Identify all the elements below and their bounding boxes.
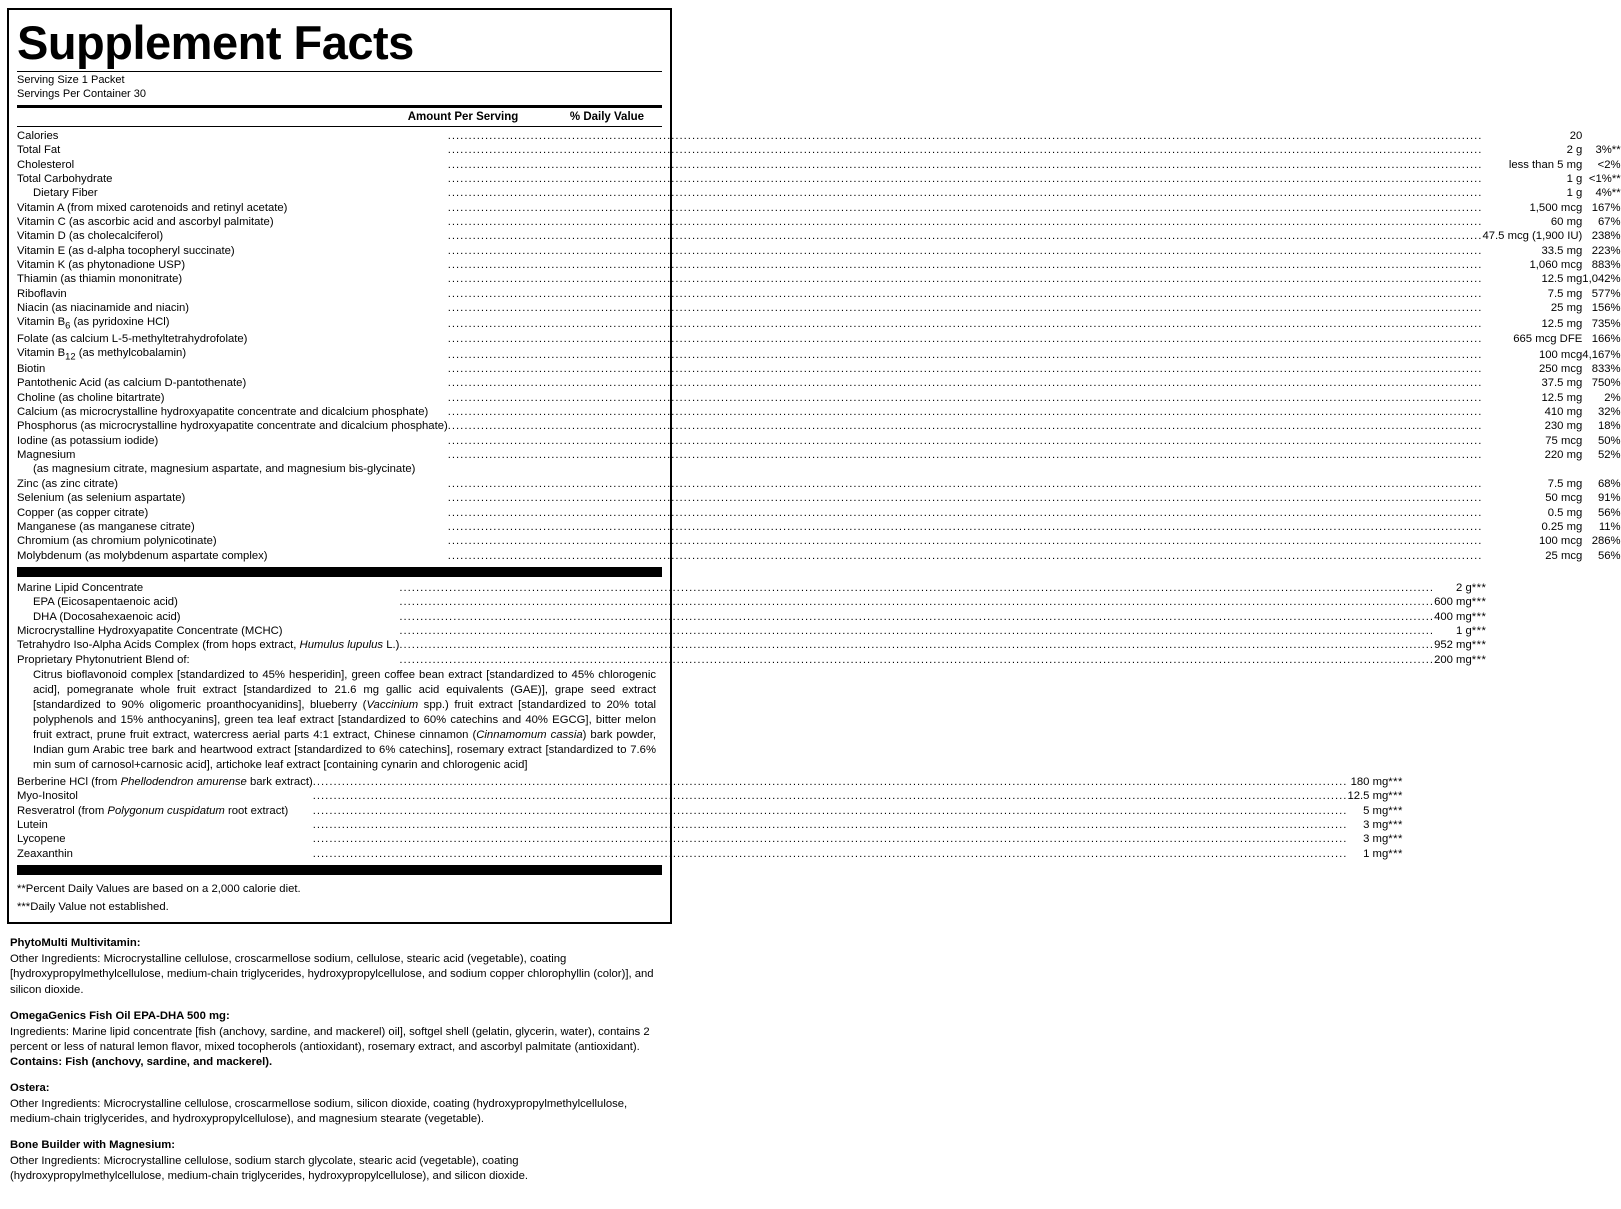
nutrient-row xyxy=(17,362,1621,376)
nutrient-amount: 100 mcg xyxy=(1538,535,1583,548)
serving-size: Serving Size 1 Packet xyxy=(17,74,125,87)
nutrient-row xyxy=(17,244,1621,258)
nutrient-daily-value: *** xyxy=(1471,624,1487,637)
nutrient-daily-value: *** xyxy=(1388,833,1403,846)
nutrient-row xyxy=(17,229,1621,243)
nutrient-daily-value: 67% xyxy=(1597,215,1621,228)
nutrient-row xyxy=(17,287,1621,301)
nutrient-name: Myo-Inositol xyxy=(17,790,78,803)
leader-dots xyxy=(448,448,1483,462)
nutrient-daily-value: 1,042% xyxy=(1582,273,1621,286)
ingredient-text: Ingredients: Marine lipid concentrate [fish (anchovy, sardine, and mackerel) oil], softgel shell (gelatin, glycerin, water), contains 2 percent or less of natural lemon flavor, mixed tocopherols (antioxidant), rosemary extract, and ascorbyl palmitate (antioxidant). Contains: Fish (anchovy, sardine, and mackerel). xyxy=(10,1025,650,1068)
nutrient-daily-value: 52% xyxy=(1597,449,1621,462)
nutrient-name: Biotin xyxy=(17,363,46,376)
nutrient-table-second xyxy=(17,581,1486,667)
nutrient-amount: 2 g xyxy=(1566,144,1583,157)
leader-dots xyxy=(448,362,1483,376)
leader-dots xyxy=(448,315,1483,331)
nutrient-row xyxy=(17,186,1621,200)
nutrient-name: Manganese (as manganese citrate) xyxy=(17,520,195,533)
nutrient-row xyxy=(17,549,1621,563)
nutrient-amount: 60 mg xyxy=(1550,215,1583,228)
divider-thick-1 xyxy=(17,567,662,577)
column-headers xyxy=(17,111,662,124)
footnote-dv-not-established: ***Daily Value not established. xyxy=(17,900,169,913)
supplement-facts-panel xyxy=(7,8,1621,924)
leader-dots xyxy=(448,301,1483,315)
nutrient-amount: 3 mg xyxy=(1363,833,1389,846)
leader-dots xyxy=(448,129,1483,143)
ingredient-block xyxy=(10,1009,669,1070)
leader-dots xyxy=(399,595,1434,609)
leader-dots xyxy=(448,376,1483,390)
nutrient-row xyxy=(17,258,1621,272)
nutrient-name: Microcrystalline Hydroxyapatite Concentrate (MCHC) xyxy=(17,624,283,637)
nutrient-name: Vitamin D (as cholecalciferol) xyxy=(17,230,164,243)
nutrient-name: Vitamin K (as phytonadione USP) xyxy=(17,258,186,271)
nutrient-row xyxy=(17,272,1621,286)
nutrient-daily-value xyxy=(1582,129,1620,143)
nutrient-amount: 5 mg xyxy=(1363,804,1389,817)
nutrient-daily-value: 11% xyxy=(1598,520,1621,533)
nutrient-daily-value: *** xyxy=(1471,653,1487,666)
nutrient-row xyxy=(17,638,1486,652)
nutrient-name: Berberine HCl (from Phellodendron amurense bark extract) xyxy=(17,776,313,789)
nutrient-amount: 47.5 mcg (1,900 IU) xyxy=(1482,230,1583,243)
nutrient-amount: 200 mg xyxy=(1434,653,1472,666)
nutrient-daily-value: *** xyxy=(1388,847,1403,860)
nutrient-name: Lycopene xyxy=(17,833,66,846)
nutrient-amount: 400 mg xyxy=(1434,610,1472,623)
leader-dots xyxy=(448,215,1483,229)
nutrient-amount: 7.5 mg xyxy=(1547,287,1583,300)
leader-dots xyxy=(399,638,1434,652)
nutrient-row xyxy=(17,419,1621,433)
nutrient-amount: 12.5 mg xyxy=(1347,790,1389,803)
nutrient-amount: 37.5 mg xyxy=(1541,377,1583,390)
nutrient-name: Vitamin $B_{12}$ (as methylcobalamin) xyxy=(17,346,187,362)
nutrient-row xyxy=(17,129,1621,143)
leader-dots xyxy=(313,804,1348,818)
nutrient-table-third xyxy=(17,775,1403,861)
nutrient-daily-value: *** xyxy=(1388,804,1403,817)
nutrient-daily-value: 833% xyxy=(1591,363,1621,376)
nutrient-row xyxy=(17,847,1403,861)
nutrient-name: EPA (Eicosapentaenoic acid) xyxy=(33,596,178,609)
nutrient-name: Pantothenic Acid (as calcium D-pantothenate) xyxy=(17,377,247,390)
ingredient-title: Bone Builder with Magnesium: xyxy=(10,1138,176,1151)
ingredient-text: Other Ingredients: Microcrystalline cellulose, croscarmellose sodium, silicon dioxide, coating (hydroxypropylmethylcellulose, medium-chain triglycerides, and hydroxypropylcellulose), and magnesium stearate (vegetable). xyxy=(10,1097,628,1125)
nutrient-row xyxy=(17,143,1621,157)
nutrient-daily-value: *** xyxy=(1471,596,1487,609)
ingredient-title: OmegaGenics Fish Oil EPA-DHA 500 mg: xyxy=(10,1009,230,1022)
ingredient-text: Other Ingredients: Microcrystalline cellulose, croscarmellose sodium, cellulose, stearic acid (vegetable), coating [hydroxypropylmethylcellulose, medium-chain triglycerides, hydroxypropylcellulose, and sodium copper chlorophyllin (color)], and silicon dioxide. xyxy=(10,953,654,996)
divider-top xyxy=(17,71,662,72)
nutrient-daily-value: 577% xyxy=(1591,287,1621,300)
nutrient-daily-value: 32% xyxy=(1597,406,1621,419)
nutrient-daily-value: 223% xyxy=(1591,244,1621,257)
nutrient-amount: 12.5 mg xyxy=(1541,318,1583,331)
nutrient-daily-value: 4,167% xyxy=(1582,348,1621,361)
nutrient-name: Marine Lipid Concentrate xyxy=(17,581,144,594)
nutrient-row xyxy=(17,520,1621,534)
nutrient-daily-value: *** xyxy=(1388,819,1403,832)
nutrient-amount: 1 g xyxy=(1566,172,1583,185)
nutrient-name: Dietary Fiber xyxy=(33,187,98,200)
leader-dots xyxy=(448,419,1483,433)
nutrient-amount: 2 g xyxy=(1456,581,1472,594)
leader-dots xyxy=(448,506,1483,520)
nutrient-amount: 250 mcg xyxy=(1538,363,1583,376)
leader-dots xyxy=(448,158,1483,172)
nutrient-daily-value: 883% xyxy=(1591,258,1621,271)
nutrient-daily-value: 91% xyxy=(1597,492,1621,505)
nutrient-daily-value: 238% xyxy=(1591,230,1621,243)
nutrient-name: Vitamin E (as d-alpha tocopheryl succinate) xyxy=(17,244,235,257)
leader-dots xyxy=(313,789,1348,803)
nutrient-amount: 665 mcg DFE xyxy=(1513,332,1583,345)
ingredient-title: PhytoMulti Multivitamin: xyxy=(10,937,141,950)
nutrient-amount: 180 mg xyxy=(1350,776,1389,789)
nutrient-name: Tetrahydro Iso-Alpha Acids Complex (from hops extract, Humulus lupulus L.) xyxy=(17,639,400,652)
divider-header xyxy=(17,105,662,108)
nutrient-row xyxy=(17,215,1621,229)
nutrient-daily-value: *** xyxy=(1471,610,1487,623)
nutrient-daily-value: *** xyxy=(1471,639,1487,652)
nutrient-row xyxy=(17,491,1621,505)
leader-dots xyxy=(448,434,1483,448)
leader-dots xyxy=(448,287,1483,301)
leader-dots xyxy=(313,818,1348,832)
leader-dots xyxy=(448,258,1483,272)
nutrient-row xyxy=(17,653,1486,667)
nutrient-name: Zeaxanthin xyxy=(17,847,73,860)
ingredient-block xyxy=(10,1138,669,1184)
nutrient-amount: 1 g xyxy=(1566,187,1583,200)
ingredient-title: Ostera: xyxy=(10,1081,50,1094)
servings-per-container: Servings Per Container 30 xyxy=(17,88,147,101)
nutrient-daily-value: 56% xyxy=(1597,506,1621,519)
nutrient-row xyxy=(17,610,1486,624)
nutrient-name: Phosphorus (as microcrystalline hydroxyapatite concentrate and dicalcium phosphate) xyxy=(17,420,448,433)
nutrient-row xyxy=(17,158,1621,172)
header-amount-per-serving: Amount Per Serving xyxy=(407,110,519,123)
nutrient-amount: 50 mcg xyxy=(1545,492,1583,505)
nutrient-name: Copper (as copper citrate) xyxy=(17,506,149,519)
nutrient-name: Molybdenum (as molybdenum aspartate complex) xyxy=(17,549,268,562)
nutrient-row xyxy=(17,301,1621,315)
nutrient-daily-value: 4%** xyxy=(1595,187,1621,200)
nutrient-row xyxy=(17,804,1403,818)
nutrient-name: Total Carbohydrate xyxy=(17,172,113,185)
nutrient-daily-value: 750% xyxy=(1591,377,1621,390)
leader-dots xyxy=(448,405,1483,419)
nutrient-name: Iodine (as potassium iodide) xyxy=(17,434,159,447)
leader-dots xyxy=(448,332,1483,346)
nutrient-row xyxy=(17,346,1621,362)
ingredient-block xyxy=(10,936,669,997)
ingredients-section xyxy=(0,924,679,1208)
leader-dots xyxy=(448,391,1483,405)
divider-thick-2 xyxy=(17,865,662,875)
nutrient-name: Folate (as calcium L-5-methyltetrahydrofolate) xyxy=(17,332,248,345)
nutrient-daily-value: 156% xyxy=(1591,301,1621,314)
nutrient-row xyxy=(17,506,1621,520)
nutrient-amount: 3 mg xyxy=(1363,819,1389,832)
nutrient-row xyxy=(17,448,1621,462)
nutrient-amount: 1 mg xyxy=(1363,847,1389,860)
page-title: Supplement Facts xyxy=(17,16,414,69)
leader-dots xyxy=(399,653,1434,667)
nutrient-name: Selenium (as selenium aspartate) xyxy=(17,492,186,505)
nutrient-name: Vitamin $B_6$ (as pyridoxine HCl) xyxy=(17,316,170,331)
nutrient-name: Magnesium xyxy=(17,449,76,462)
nutrient-name: Total Fat xyxy=(17,144,61,157)
nutrient-name: Calories xyxy=(17,129,59,142)
nutrient-amount: 25 mcg xyxy=(1545,549,1583,562)
leader-dots xyxy=(448,272,1483,286)
nutrient-table-main xyxy=(17,129,1621,563)
nutrient-note: (as magnesium citrate, magnesium aspartate, and magnesium bis-glycinate) xyxy=(33,463,416,476)
nutrient-daily-value: 286% xyxy=(1591,535,1621,548)
ingredient-text: Other Ingredients: Microcrystalline cellulose, sodium starch glycolate, stearic acid (vegetable), coating (hydroxypropylmethylcellulose, medium-chain triglycerides, hydroxypropylcellulose), and silicon dioxide. xyxy=(10,1154,529,1182)
leader-dots xyxy=(448,186,1483,200)
nutrient-daily-value: 56% xyxy=(1597,549,1621,562)
nutrient-row xyxy=(17,391,1621,405)
nutrient-daily-value: *** xyxy=(1471,581,1487,594)
leader-dots xyxy=(448,477,1483,491)
nutrient-amount: 12.5 mg xyxy=(1541,391,1583,404)
leader-dots xyxy=(448,346,1483,362)
nutrient-row xyxy=(17,462,1621,476)
leader-dots xyxy=(399,581,1434,595)
nutrient-amount: 220 mg xyxy=(1544,449,1583,462)
nutrient-row xyxy=(17,332,1621,346)
leader-dots xyxy=(448,534,1483,548)
leader-dots xyxy=(313,847,1348,861)
leader-dots xyxy=(313,775,1348,789)
nutrient-daily-value: 18% xyxy=(1597,420,1621,433)
nutrient-amount: 25 mg xyxy=(1550,301,1583,314)
leader-dots xyxy=(448,520,1483,534)
nutrient-name: Vitamin A (from mixed carotenoids and retinyl acetate) xyxy=(17,201,288,214)
divider-under-headers xyxy=(17,126,662,127)
nutrient-row xyxy=(17,624,1486,638)
nutrient-name: Proprietary Phytonutrient Blend of: xyxy=(17,653,190,666)
nutrient-name: Resveratrol (from Polygonum cuspidatum root extract) xyxy=(17,804,289,817)
nutrient-daily-value: 2% xyxy=(1604,391,1621,404)
nutrient-row xyxy=(17,315,1621,331)
nutrient-amount: 600 mg xyxy=(1434,596,1472,609)
supplement-facts-page xyxy=(0,8,1621,1209)
nutrient-daily-value: <2% xyxy=(1597,158,1621,171)
leader-dots xyxy=(448,172,1483,186)
nutrient-amount: 33.5 mg xyxy=(1541,244,1583,257)
nutrient-amount: 230 mg xyxy=(1544,420,1583,433)
nutrient-name: Zinc (as zinc citrate) xyxy=(17,477,119,490)
nutrient-row xyxy=(17,789,1403,803)
nutrient-row xyxy=(17,376,1621,390)
nutrient-daily-value: 735% xyxy=(1591,318,1621,331)
ingredient-block xyxy=(10,1081,669,1127)
nutrient-row xyxy=(17,534,1621,548)
nutrient-name: Lutein xyxy=(17,819,48,832)
nutrient-name: Choline (as choline bitartrate) xyxy=(17,391,165,404)
leader-dots xyxy=(448,549,1483,563)
nutrient-name: Niacin (as niacinamide and niacin) xyxy=(17,301,190,314)
nutrient-amount: 20 xyxy=(1569,129,1583,142)
nutrient-row xyxy=(17,172,1621,186)
nutrient-row xyxy=(17,581,1486,595)
nutrient-row xyxy=(17,405,1621,419)
nutrient-amount: 12.5 mg xyxy=(1541,273,1583,286)
nutrient-daily-value: 167% xyxy=(1591,201,1621,214)
nutrient-daily-value: *** xyxy=(1388,776,1403,789)
nutrient-row xyxy=(17,477,1621,491)
nutrient-daily-value: 50% xyxy=(1597,434,1621,447)
leader-dots xyxy=(448,143,1483,157)
nutrient-row xyxy=(17,434,1621,448)
nutrient-amount: 1,060 mcg xyxy=(1529,258,1583,271)
nutrient-name: DHA (Docosahexaenoic acid) xyxy=(33,610,181,623)
proprietary-blend-text: Citrus bioflavonoid complex [standardized to 45% hesperidin], green coffee bean extract [standardized to 45% chlorogenic acid], pomegranate whole fruit extract [standardized to 21.6 mg gallic acid equivalents (GAE)], grape seed extract [standardized to 90% oligomeric proanthocyanidins], blueberry (Vaccinium spp.) fruit extract [standardized to 20% total polyphenols and 15% anthocyanins], green tea leaf extract [standardized to 60% catechins and 40% EGCG], bitter melon fruit extract, prune fruit extract, watercress aerial parts 4:1 extract, Chinese cinnamon (Cinnamomum cassia) bark powder, Indian gum Arabic tree bark and heartwood extract [standardized to 6% catechins], rosemary extract [standardized to 7.6% min sum of carnosol+carnosic acid], artichoke leaf extract [containing cynarin and chlorogenic acid] xyxy=(33,668,657,772)
leader-dots xyxy=(448,491,1483,505)
nutrient-daily-value: 68% xyxy=(1597,477,1621,490)
nutrient-amount: less than 5 mg xyxy=(1508,158,1583,171)
nutrient-amount: 7.5 mg xyxy=(1547,477,1583,490)
nutrient-amount: 410 mg xyxy=(1544,406,1583,419)
nutrient-name: Cholesterol xyxy=(17,158,75,171)
nutrient-amount: 0.5 mg xyxy=(1547,506,1583,519)
nutrient-daily-value: <1%** xyxy=(1588,172,1621,185)
nutrient-name: Riboflavin xyxy=(17,287,67,300)
nutrient-row xyxy=(17,818,1403,832)
leader-dots xyxy=(399,624,1434,638)
nutrient-name: Thiamin (as thiamin mononitrate) xyxy=(17,273,183,286)
nutrient-row xyxy=(17,595,1486,609)
nutrient-daily-value: 3%** xyxy=(1595,144,1621,157)
leader-dots xyxy=(448,201,1483,215)
nutrient-name: Vitamin C (as ascorbic acid and ascorbyl palmitate) xyxy=(17,215,274,228)
nutrient-name: Calcium (as microcrystalline hydroxyapatite concentrate and dicalcium phosphate) xyxy=(17,406,429,419)
nutrient-amount: 100 mcg xyxy=(1538,348,1583,361)
nutrient-daily-value: *** xyxy=(1388,790,1403,803)
leader-dots xyxy=(313,832,1348,846)
leader-dots xyxy=(448,229,1483,243)
nutrient-amount: 0.25 mg xyxy=(1541,520,1583,533)
nutrient-row xyxy=(17,832,1403,846)
nutrient-row xyxy=(17,201,1621,215)
nutrient-amount: 75 mcg xyxy=(1545,434,1583,447)
nutrient-daily-value: 166% xyxy=(1591,332,1621,345)
leader-dots xyxy=(448,244,1483,258)
nutrient-amount: 952 mg xyxy=(1434,639,1472,652)
nutrient-name: Chromium (as chromium polynicotinate) xyxy=(17,535,217,548)
header-daily-value: % Daily Value xyxy=(569,110,645,123)
nutrient-amount: 1 g xyxy=(1456,624,1472,637)
nutrient-amount: 1,500 mcg xyxy=(1529,201,1583,214)
footnote-daily-values: **Percent Daily Values are based on a 2,000 calorie diet. xyxy=(17,883,301,896)
leader-dots xyxy=(399,610,1434,624)
nutrient-row xyxy=(17,775,1403,789)
